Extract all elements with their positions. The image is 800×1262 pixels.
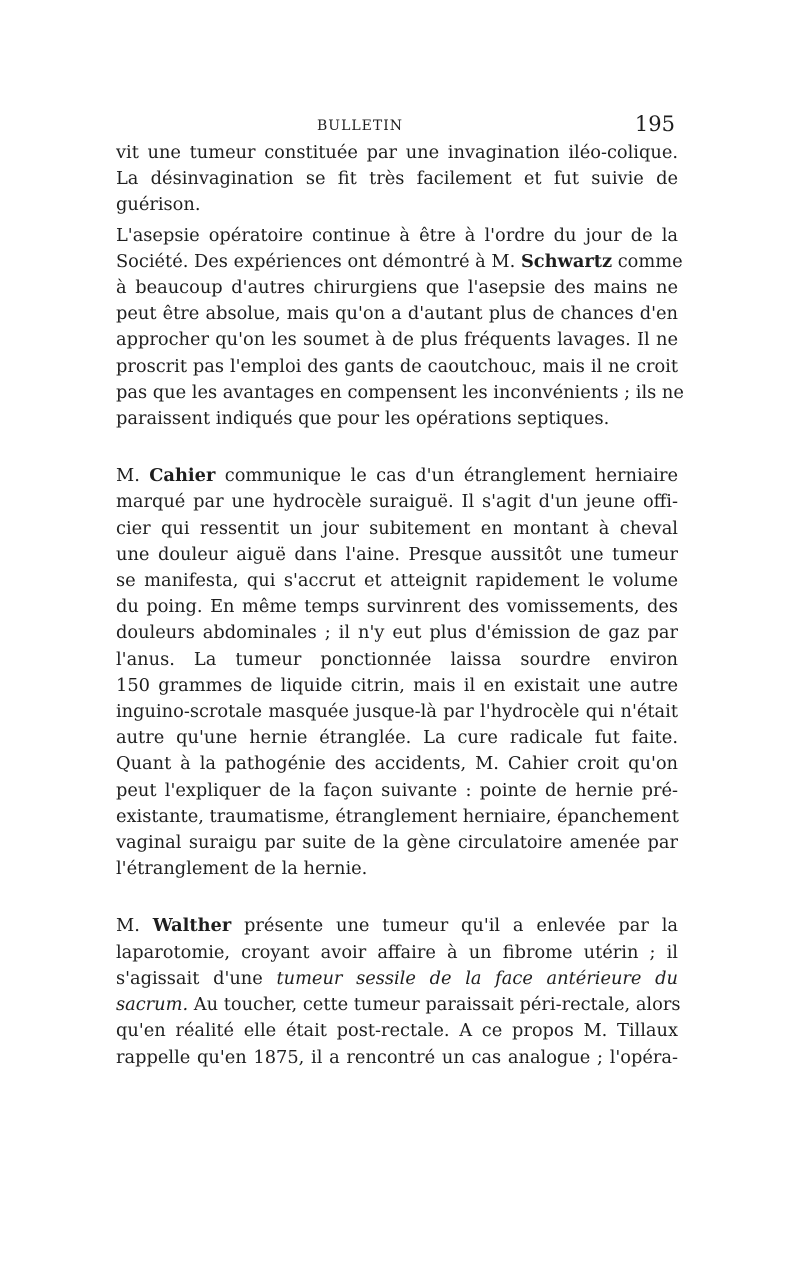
text-line: l'anus. La tumeur ponctionnée laissa sourdre environ: [116, 648, 678, 670]
line-text: s'agissait d'une: [116, 967, 277, 989]
text-line: à beaucoup d'autres chirurgiens que l'asepsie des mains ne: [116, 277, 678, 299]
text-line: peut être absolue, mais qu'on a d'autant plus de chances d'en: [116, 303, 678, 325]
text-line: rappelle qu'en 1875, il a rencontré un cas analogue ; l'opéra-: [116, 1046, 678, 1068]
paragraph-invagination: [116, 140, 678, 219]
page-header: [116, 112, 678, 140]
text-line: L'asepsie opératoire continue à être à l'ordre du jour de la: [116, 224, 678, 246]
paragraph-cahier: [116, 463, 678, 882]
text-line: [116, 966, 678, 992]
page-number: 195: [634, 112, 675, 136]
text-line: l'étranglement de la hernie.: [116, 858, 368, 880]
text-line: pas que les avantages en compensent les inconvénients ; ils ne: [116, 381, 684, 403]
text-line: 150 grammes de liquide citrin, mais il en existait une autre: [116, 674, 678, 696]
text-line: proscrit pas l'emploi des gants de caoutchouc, mais il ne croit: [116, 355, 678, 377]
text-line: vaginal suraigu par suite de la gène circulatoire amenée par: [116, 832, 678, 854]
italic-text: sacrum.: [116, 994, 189, 1016]
text-line: [116, 249, 683, 275]
text-line: guérison.: [116, 194, 201, 216]
text-line: autre qu'une hernie étranglée. La cure radicale fut faite.: [116, 727, 678, 749]
text-line: vit une tumeur constituée par une invagination iléo-colique.: [116, 142, 678, 163]
line-text: M.: [116, 915, 153, 937]
text-line: marqué par une hydrocèle suraiguë. Il s'agit d'un jeune offi-: [116, 491, 678, 513]
text-line: du poing. En même temps survinrent des vomissements, des: [116, 596, 678, 618]
text-line: [116, 463, 678, 489]
text-line: peut l'expliquer de la façon suivante : pointe de hernie pré-: [116, 779, 678, 801]
person-name-schwartz: Schwartz: [520, 250, 613, 272]
line-text: M.: [116, 465, 150, 487]
line-text: Au toucher, cette tumeur paraissait péri-rectale, alors: [188, 994, 681, 1016]
text-line: [116, 992, 681, 1018]
text-line: paraissent indiqués que pour les opérations septiques.: [116, 408, 610, 430]
running-title: BULLETIN: [317, 118, 404, 134]
text-line: existante, traumatisme, étranglement herniaire, épanchement: [116, 805, 679, 827]
text-line: Quant à la pathogénie des accidents, M. Cahier croit qu'on: [116, 753, 678, 775]
italic-text: tumeur sessile de la face antérieure du: [276, 967, 678, 989]
person-name-cahier: Cahier: [149, 465, 216, 487]
text-line: laparotomie, croyant avoir affaire à un fibrome utérin ; il: [116, 941, 678, 963]
person-name-walther: Walther: [152, 915, 232, 937]
text-line: La désinvagination se fit très facilement et fut suivie de: [116, 168, 678, 190]
line-text: comme: [612, 250, 683, 272]
paragraph-asepsie: [116, 223, 684, 433]
text-line: [116, 913, 678, 939]
text-line: douleurs abdominales ; il n'y eut plus d'émission de gaz par: [116, 622, 678, 644]
text-line: cier qui ressentit un jour subitement en montant à cheval: [116, 517, 678, 539]
book-page: [116, 112, 684, 1071]
text-line: se manifesta, qui s'accrut et atteignit rapidement le volume: [116, 570, 678, 592]
paragraph-walther: [116, 913, 681, 1070]
text-line: une douleur aiguë dans l'aine. Presque aussitôt une tumeur: [116, 543, 678, 565]
line-text: communique le cas d'un étranglement herniaire: [215, 465, 678, 487]
text-line: inguino-scrotale masquée jusque-là par l'hydrocèle qui n'était: [116, 701, 678, 723]
text-line: approcher qu'on les soumet à de plus fréquents lavages. Il ne: [116, 329, 678, 351]
line-text: présente une tumeur qu'il a enlevée par la: [231, 915, 679, 937]
line-text: Société. Des expériences ont démontré à M.: [116, 250, 521, 272]
text-line: qu'en réalité elle était post-rectale. A ce propos M. Tillaux: [116, 1020, 678, 1042]
